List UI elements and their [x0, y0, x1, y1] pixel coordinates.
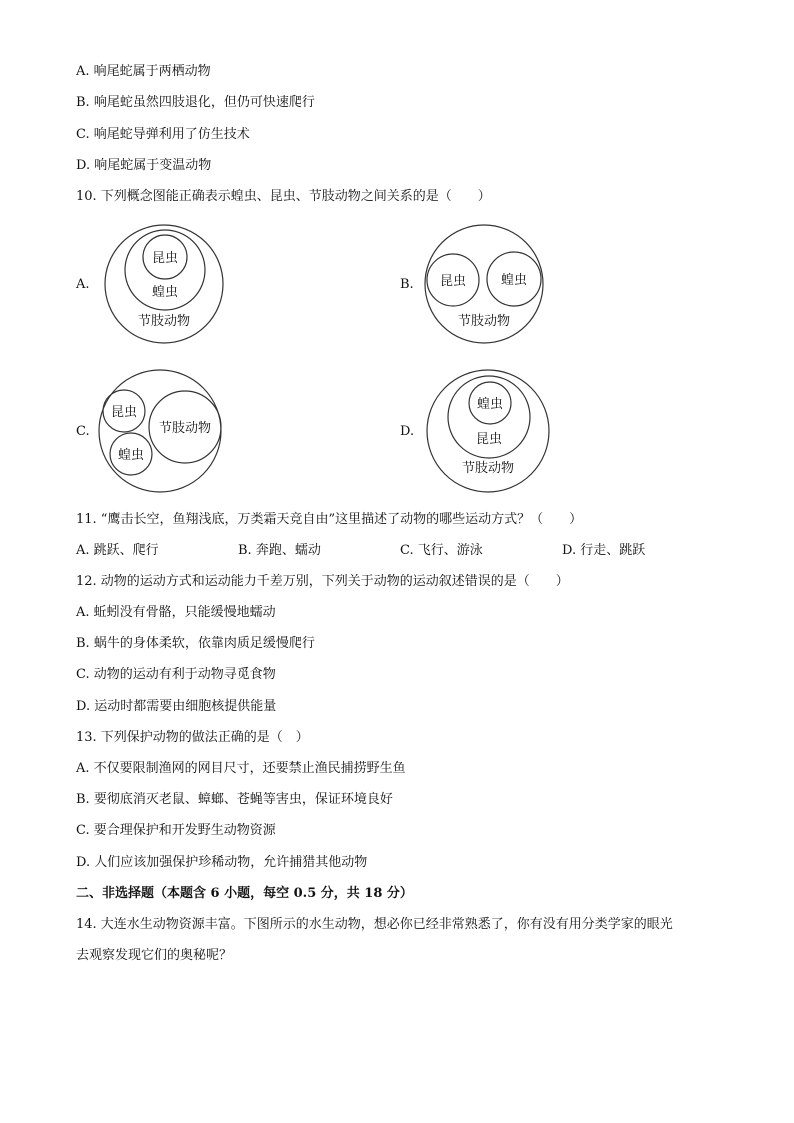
q9-option-d: D. 响尾蛇属于变温动物 — [76, 158, 212, 173]
diagram-c-label: C. — [76, 424, 90, 439]
q12-option-a: A. 蚯蚓没有骨骼，只能缓慢地蠕动 — [76, 605, 276, 620]
diagram-b-term-left: 昆虫 — [439, 274, 467, 289]
diagram-d-label: D. — [400, 424, 415, 439]
q11-option-a: A. 跳跃、爬行 — [76, 543, 159, 558]
diagram-a-label: A. — [76, 277, 90, 292]
diagram-a-term-middle: 蝗虫 — [151, 285, 179, 300]
diagram-b-term-right: 蝗虫 — [500, 273, 528, 288]
diagram-a-term-outer: 节肢动物 — [137, 314, 191, 329]
diagram-b-label: B. — [400, 277, 414, 292]
q11-stem: 11. “鹰击长空，鱼翔浅底，万类霜天竞自由”这里描述了动物的哪些运动方式？（ ） — [76, 512, 583, 527]
diagram-b-term-outer: 节肢动物 — [457, 314, 511, 329]
diagram-c-term-top-left: 昆虫 — [110, 405, 138, 420]
q10-stem: 10. 下列概念图能正确表示蝗虫、昆虫、节肢动物之间关系的是（ ） — [76, 189, 491, 204]
q12-option-b: B. 蜗牛的身体柔软，依靠肉质足缓慢爬行 — [76, 636, 315, 651]
q12-stem: 12. 动物的运动方式和运动能力千差万别，下列关于动物的运动叙述错误的是（ ） — [76, 574, 569, 589]
diagram-d-term-middle: 昆虫 — [475, 432, 503, 447]
diagram-c-term-right: 节肢动物 — [158, 421, 212, 436]
diagram-c-term-bottom-left: 蝗虫 — [117, 448, 145, 463]
q9-option-c: C. 响尾蛇导弹利用了仿生技术 — [76, 127, 250, 142]
diagram-a-term-inner: 昆虫 — [151, 251, 179, 266]
q11-option-c: C. 飞行、游泳 — [400, 543, 483, 558]
q13-option-d: D. 人们应该加强保护珍稀动物，允许捕猎其他动物 — [76, 855, 368, 870]
q12-option-c: C. 动物的运动有利于动物寻觅食物 — [76, 667, 276, 682]
q13-option-c: C. 要合理保护和开发野生动物资源 — [76, 823, 276, 838]
q11-option-d: D. 行走、跳跃 — [562, 543, 646, 558]
diagram-d-term-outer: 节肢动物 — [461, 461, 515, 476]
q9-option-a: A. 响尾蛇属于两栖动物 — [76, 64, 211, 79]
q9-option-b: B. 响尾蛇虽然四肢退化，但仍可快速爬行 — [76, 95, 315, 110]
section-2-heading: 二、非选择题（本题含 6 小题，每空 0.5 分，共 18 分） — [76, 886, 413, 901]
q12-option-d: D. 运动时都需要由细胞核提供能量 — [76, 699, 277, 714]
q13-option-b: B. 要彻底消灭老鼠、蟑螂、苍蝇等害虫，保证环境良好 — [76, 792, 393, 807]
q14-line-2: 去观察发现它们的奥秘呢？ — [76, 948, 233, 963]
q14-line-1: 14. 大连水生动物资源丰富。下图所示的水生动物，想必你已经非常熟悉了，你有没有用分类学家的眼光 — [76, 917, 673, 932]
q13-stem: 13. 下列保护动物的做法正确的是（ ） — [76, 730, 309, 745]
q13-option-a: A. 不仅要限制渔网的网目尺寸，还要禁止渔民捕捞野生鱼 — [76, 761, 406, 776]
diagram-d-term-inner: 蝗虫 — [476, 397, 504, 412]
q11-option-b: B. 奔跑、蠕动 — [238, 543, 321, 558]
